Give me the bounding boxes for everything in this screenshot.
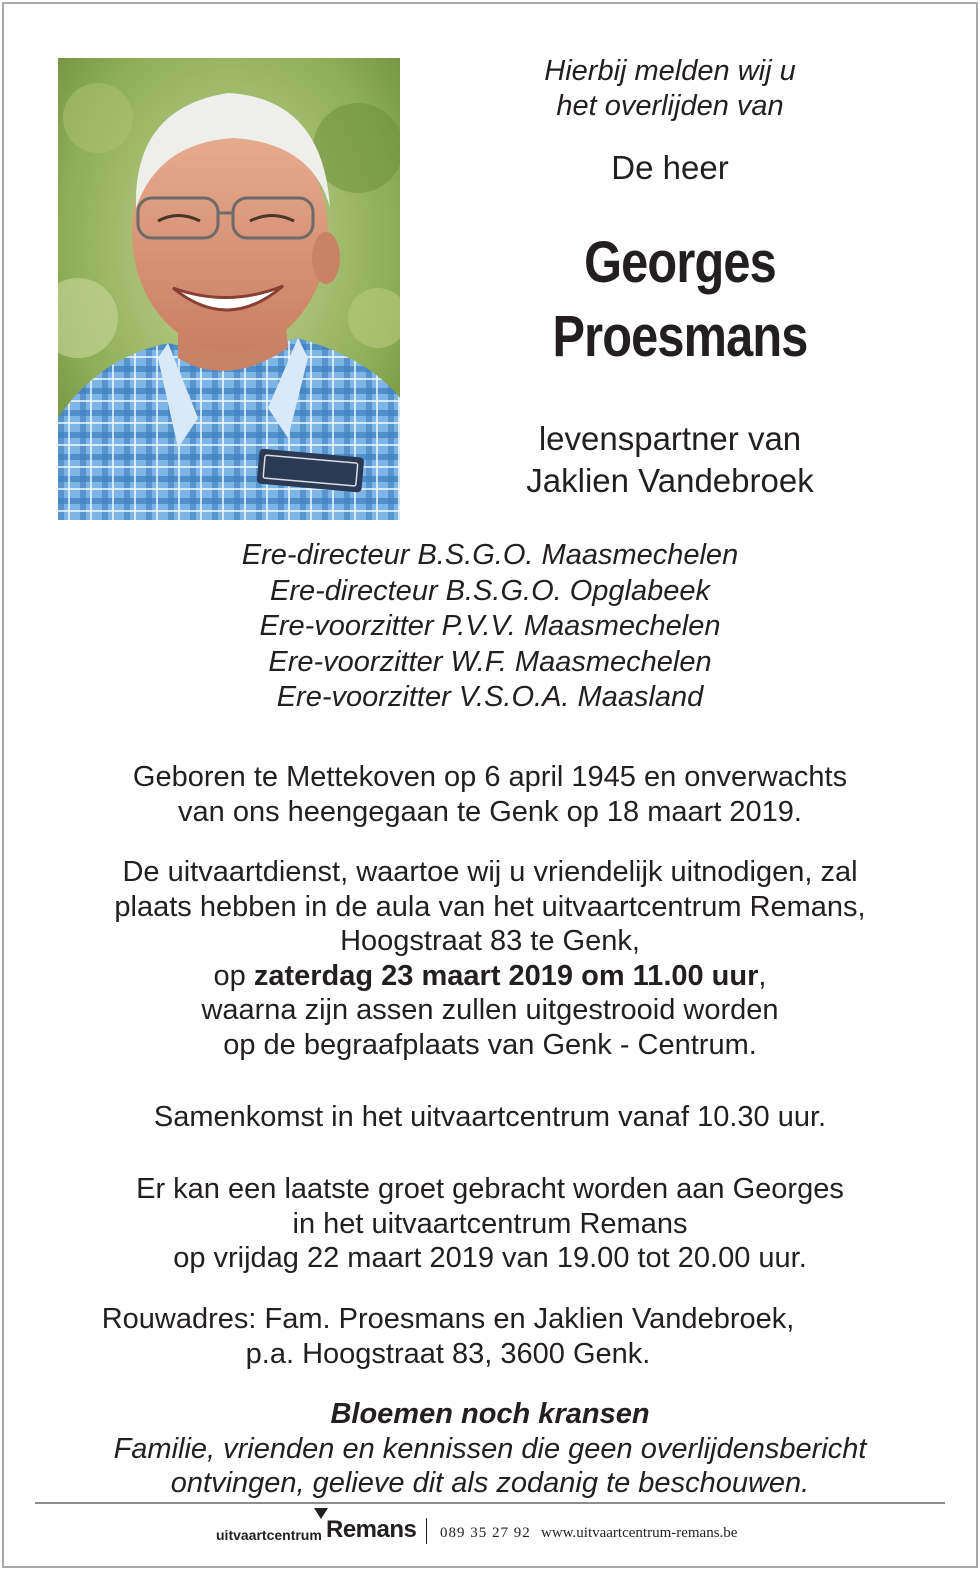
- footer-separator: [426, 1518, 427, 1544]
- text-line: ontvingen, gelieve dit als zodanig te beschouwen.: [170, 1467, 810, 1499]
- partner-name: Jaklien Vandebroek: [526, 462, 814, 499]
- farewell-paragraph: [40, 1172, 940, 1276]
- website-link[interactable]: www.uitvaartcentrum-remans.be: [541, 1525, 738, 1541]
- phone-number: 089 35 27 92: [440, 1525, 531, 1541]
- mourning-address: [58, 1302, 838, 1371]
- flowers-heading: Bloemen noch kransen: [330, 1398, 650, 1430]
- text-line: van ons heengegaan te Genk op 18 maart 2019.: [178, 795, 802, 828]
- funeral-service-paragraph: [40, 855, 940, 1062]
- flowers-notice: [40, 1397, 940, 1501]
- title-line: Ere-voorzitter W.F. Maasmechelen: [268, 645, 712, 678]
- text-line: p.a. Hoogstraat 83, 3600 Genk.: [245, 1337, 651, 1370]
- service-date-line: [40, 959, 940, 994]
- brand-prefix: uitvaartcentrum: [216, 1527, 322, 1543]
- footer-divider: [35, 1502, 945, 1504]
- footer: [0, 1516, 980, 1550]
- intro-text: [470, 54, 870, 124]
- portrait-photo: [58, 58, 400, 520]
- intro-line: het overlijden van: [556, 90, 784, 122]
- deceased-name: [478, 226, 881, 374]
- date-prefix: op: [213, 959, 254, 992]
- title-line: Ere-directeur B.S.G.O. Opglabeek: [269, 574, 711, 607]
- text-line: De uitvaartdienst, waartoe wij u vriendelijk uitnodigen, zal: [122, 856, 858, 888]
- text-line: op de begraafplaats van Genk - Centrum.: [223, 1028, 757, 1061]
- text-line: Er kan een laatste groet gebracht worden aan Georges: [136, 1173, 844, 1205]
- last-name: Proesmans: [552, 304, 808, 369]
- text-line: in het uitvaartcentrum Remans: [292, 1207, 688, 1240]
- intro-line: Hierbij melden wij u: [544, 55, 796, 87]
- text-line: Geboren te Mettekoven op 6 april 1945 en onverwachts: [132, 761, 848, 793]
- text-line: Hoogstraat 83 te Genk,: [340, 925, 640, 957]
- meeting-paragraph: Samenkomst in het uitvaartcentrum vanaf 10.30 uur.: [153, 1101, 827, 1133]
- partner-label: levenspartner van: [538, 420, 802, 457]
- title-line: Ere-directeur B.S.G.O. Maasmechelen: [241, 539, 739, 571]
- title-line: Ere-voorzitter P.V.V. Maasmechelen: [259, 610, 721, 642]
- text-line: Rouwadres: Fam. Proesmans en Jaklien Vandebroek,: [101, 1303, 795, 1335]
- text-line: plaats hebben in de aula van het uitvaartcentrum Remans,: [114, 890, 866, 923]
- date-suffix: ,: [758, 959, 767, 992]
- first-name: Georges: [584, 230, 776, 295]
- text-line: waarna zijn assen zullen uitgestrooid worden: [201, 994, 779, 1026]
- honorary-titles: [80, 538, 900, 716]
- brand-name: Remans: [326, 1516, 417, 1543]
- honorific: De heer: [611, 149, 729, 186]
- text-line: Familie, vrienden en kennissen die geen overlijdensbericht: [113, 1432, 867, 1465]
- birth-death-paragraph: [40, 760, 940, 829]
- title-line: Ere-voorzitter V.S.O.A. Maasland: [276, 681, 704, 713]
- partner-info: [450, 418, 890, 502]
- text-line: op vrijdag 22 maart 2019 van 19.00 tot 20.00 uur.: [173, 1242, 807, 1274]
- service-date: zaterdag 23 maart 2019 om 11.00 uur: [253, 959, 759, 992]
